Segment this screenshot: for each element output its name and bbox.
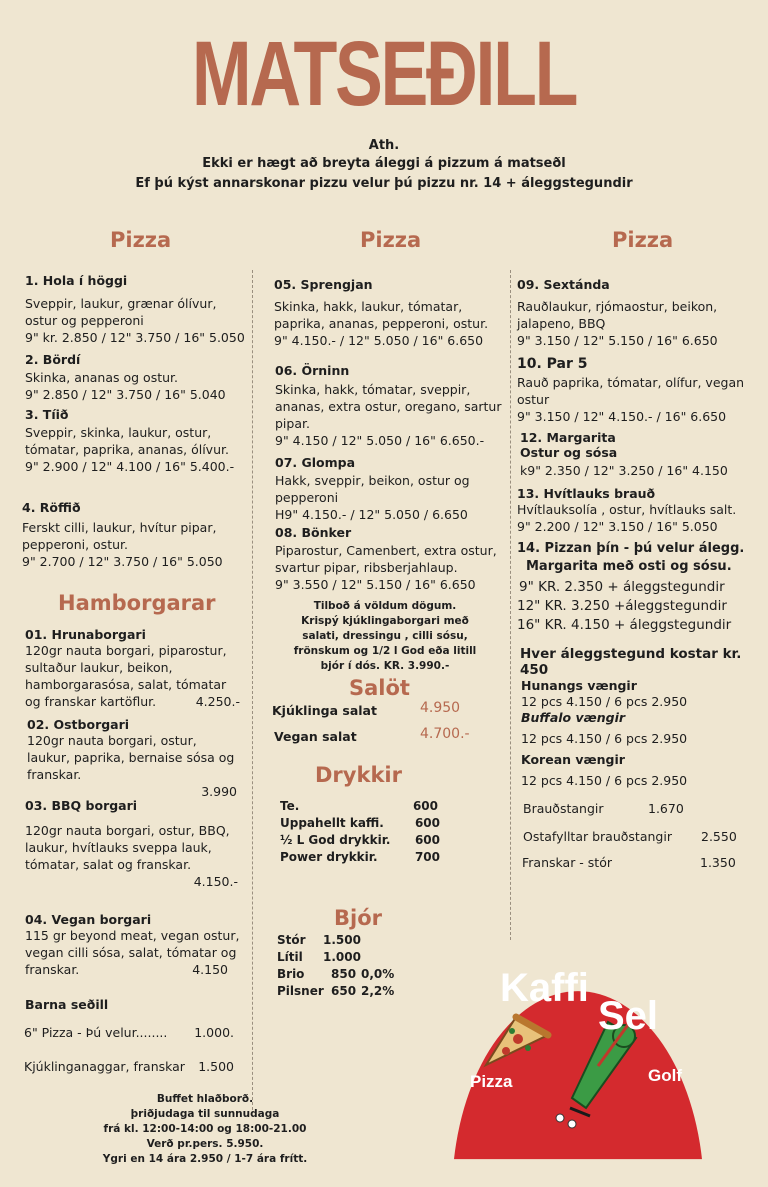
item-price: 9" 2.700 / 12" 3.750 / 16" 5.050 bbox=[22, 554, 223, 569]
item-name: 07. Glompa bbox=[275, 455, 356, 470]
daily-offer bbox=[262, 599, 508, 674]
item-name: 09. Sextánda bbox=[517, 277, 610, 292]
item-description: 120gr nauta borgari, ostur, BBQ, laukur, hvítlauks sveppa lauk, tómatar, salat og franskar. bbox=[25, 823, 230, 872]
item-name: 14. Pizzan þín - þú velur álegg. bbox=[517, 541, 745, 556]
drink-row bbox=[280, 815, 440, 832]
buffet-line: Ygri en 14 ára 2.950 / 1-7 ára frítt. bbox=[102, 1153, 308, 1165]
item-price: 9" 2.900 / 12" 4.100 / 16" 5.400.- bbox=[25, 459, 235, 474]
item-price: 9" 4.150 / 12" 5.050 / 16" 6.650.- bbox=[275, 433, 485, 448]
size-price: 16" KR. 4.150 + áleggstegundir bbox=[517, 617, 732, 633]
buffet-line: Verð pr.pers. 5.950. bbox=[146, 1138, 264, 1150]
buffet-line: frá kl. 12:00-14:00 og 18:00-21.00 bbox=[103, 1123, 307, 1135]
pizza-item bbox=[274, 277, 504, 349]
item-price: 9" 3.150 / 12" 5.150 / 16" 6.650 bbox=[517, 333, 718, 348]
offer-line: Krispý kjúklingaborgari með bbox=[301, 615, 469, 627]
side-price: 1.670 bbox=[648, 801, 684, 816]
pizza-item bbox=[25, 273, 250, 346]
kaffi-sel-logo bbox=[448, 942, 706, 1172]
beer-abv: 0,0% bbox=[361, 967, 395, 981]
item-description: 120gr nauta borgari, piparostur, sultaður laukur, beikon, hamborgarasósa, salat, tómatar og franskar kartöflur. bbox=[25, 643, 227, 709]
pizza-item bbox=[517, 356, 747, 425]
beer-price: 650 bbox=[331, 984, 357, 998]
offer-line: frönskum og 1/2 l God eða litill bbox=[293, 645, 477, 657]
offer-line: salati, dressingu , cilli sósu, bbox=[302, 630, 468, 642]
note-line-2: Ef þú kýst annarskonar pizzu velur þú pizzu nr. 14 + áleggstegundir bbox=[135, 176, 633, 191]
beer-row bbox=[277, 949, 407, 966]
item-name: 2. Bördí bbox=[25, 352, 81, 367]
drink-name: ½ L God drykkir. bbox=[280, 833, 391, 847]
kids-menu-title: Barna seðill bbox=[25, 997, 109, 1012]
sides-row bbox=[523, 828, 758, 845]
item-price: 9" 2.200 / 12" 3.150 / 16" 5.050 bbox=[517, 519, 718, 534]
beer-list bbox=[277, 932, 407, 1000]
item-name: 02. Ostborgari bbox=[27, 717, 130, 732]
menu-title: MATSEÐILL bbox=[191, 23, 577, 125]
item-description: Hakk, sveppir, beikon, ostur og pepperoni bbox=[275, 473, 470, 505]
side-name: Franskar - stór bbox=[522, 855, 612, 870]
salad-price: 4.950 bbox=[420, 700, 461, 716]
drinks-list bbox=[280, 798, 440, 866]
drink-price: 600 bbox=[414, 833, 440, 847]
item-name: 04. Vegan borgari bbox=[25, 912, 152, 927]
item-name: 12. Margarita bbox=[520, 430, 616, 445]
row-price: 1.500 bbox=[198, 1059, 234, 1074]
pizza-item bbox=[275, 525, 505, 593]
logo-text-sel: Sel bbox=[598, 994, 659, 1038]
beer-row bbox=[277, 983, 407, 1000]
side-price: 1.350 bbox=[700, 855, 736, 870]
section-title-pizza-3: Pizza bbox=[612, 228, 674, 252]
drink-price: 600 bbox=[412, 799, 438, 813]
item-description: 120gr nauta borgari, ostur, laukur, paprika, bernaise sósa og franskar. bbox=[27, 733, 235, 782]
item-name: 10. Par 5 bbox=[517, 356, 588, 372]
item-name: 1. Hola í höggi bbox=[25, 273, 128, 288]
beer-name: Brio bbox=[277, 967, 305, 981]
item-name: 13. Hvítlauks brauð bbox=[517, 486, 656, 501]
beer-row bbox=[277, 932, 407, 949]
item-name: 3. Tíið bbox=[25, 407, 69, 422]
offer-line: bjór í dós. KR. 3.990.- bbox=[320, 660, 450, 672]
section-title-salot: Salöt bbox=[349, 676, 410, 700]
column-divider-1 bbox=[252, 270, 254, 1110]
item-description: Skinka, ananas og ostur. bbox=[25, 370, 179, 385]
topping-price-note: Hver áleggstegund kostar kr. 450 bbox=[520, 646, 742, 678]
kids-menu-row bbox=[24, 1024, 234, 1041]
item-price: k9" 2.350 / 12" 3.250 / 16" 4.150 bbox=[520, 463, 728, 478]
size-price: 9" KR. 2.350 + áleggstegundir bbox=[519, 579, 725, 595]
column-divider-2 bbox=[510, 270, 512, 940]
item-description: Hvítlauksolía , ostur, hvítlauks salt. bbox=[517, 502, 737, 517]
item-name: 01. Hrunaborgari bbox=[25, 627, 146, 642]
drink-row bbox=[280, 849, 440, 866]
beer-price: 850 bbox=[331, 967, 357, 981]
pizza-item bbox=[275, 363, 505, 449]
row-label: 6" Pizza - Þú velur........ bbox=[24, 1025, 168, 1040]
item-description: 115 gr beyond meat, vegan ostur, vegan cilli sósa, salat, tómatar og franskar. bbox=[25, 928, 240, 977]
side-name: Brauðstangir bbox=[523, 801, 604, 816]
item-price: 9" 2.850 / 12" 3.750 / 16" 5.040 bbox=[25, 387, 226, 402]
buffet-line: Buffet hlaðborð. bbox=[156, 1093, 254, 1105]
logo-text-golf: Golf bbox=[648, 1066, 682, 1085]
side-name: Ostafylltar brauðstangir bbox=[523, 829, 672, 844]
wings-name: Buffalo vængir bbox=[521, 710, 626, 725]
beer-price: 1.000 bbox=[323, 950, 361, 964]
wings-name: Hunangs vængir bbox=[521, 678, 637, 693]
buffet-info bbox=[95, 1092, 315, 1167]
beer-row bbox=[277, 966, 407, 983]
wings-list bbox=[521, 678, 751, 789]
row-label: Kjúklinganaggar, franskar bbox=[24, 1059, 185, 1074]
buffet-line: þriðjudaga til sunnudaga bbox=[130, 1108, 280, 1120]
logo-text-kaffi: Kaffi bbox=[500, 966, 589, 1010]
item-price: 9" 3.150 / 12" 4.150.- / 16" 6.650 bbox=[517, 409, 727, 424]
item-price: 9" 4.150.- / 12" 5.050 / 16" 6.650 bbox=[274, 333, 484, 348]
drink-row bbox=[280, 832, 440, 849]
section-title-pizza-2: Pizza bbox=[360, 228, 422, 252]
note-line-1: Ekki er hægt að breyta áleggi á pizzum á matseðl bbox=[202, 156, 566, 171]
item-name: 4. Röffið bbox=[22, 500, 81, 515]
item-description: Rauðlaukur, rjómaostur, beikon, jalapeno, BBQ bbox=[517, 299, 718, 331]
wings-price: 12 pcs 4.150 / 6 pcs 2.950 bbox=[521, 731, 688, 746]
item-price: 3.990 bbox=[201, 784, 237, 799]
item-name: 06. Örninn bbox=[275, 363, 350, 378]
item-name: 08. Bönker bbox=[275, 525, 352, 540]
pizza-item bbox=[275, 455, 505, 523]
salad-name: Vegan salat bbox=[274, 729, 357, 744]
section-title-hamborgarar: Hamborgarar bbox=[58, 591, 216, 615]
drink-row bbox=[280, 798, 440, 815]
item-price: H9" 4.150.- / 12" 5.050 / 6.650 bbox=[275, 507, 468, 522]
item-price: 4.150 bbox=[192, 962, 228, 977]
burger-item bbox=[25, 798, 240, 890]
wings-price: 12 pcs 4.150 / 6 pcs 2.950 bbox=[521, 773, 688, 788]
pizza-item bbox=[25, 407, 250, 475]
size-price: 12" KR. 3.250 +áleggstegundir bbox=[517, 598, 727, 614]
item-price: 9" kr. 2.850 / 12" 3.750 / 16" 5.050 bbox=[25, 330, 245, 345]
drink-price: 600 bbox=[414, 816, 440, 830]
wings-price: 12 pcs 4.150 / 6 pcs 2.950 bbox=[521, 694, 688, 709]
burger-item bbox=[27, 717, 242, 800]
pizza-14-custom bbox=[517, 541, 762, 635]
item-description: Ferskt cilli, laukur, hvítur pipar, pepperoni, ostur. bbox=[22, 520, 217, 552]
pizza-item bbox=[520, 430, 755, 479]
beer-name: Pilsner bbox=[277, 984, 324, 998]
item-price: 4.150.- bbox=[193, 874, 238, 889]
item-price: 4.250.- bbox=[195, 694, 240, 709]
salad-price: 4.700.- bbox=[420, 726, 470, 742]
item-description: Skinka, hakk, tómatar, sveppir, ananas, extra ostur, oregano, sartur pipar. bbox=[275, 382, 502, 431]
item-name: 03. BBQ borgari bbox=[25, 798, 138, 813]
drink-name: Uppahellt kaffi. bbox=[280, 816, 384, 830]
drink-name: Te. bbox=[280, 799, 300, 813]
beer-name: Stór bbox=[277, 933, 306, 947]
item-description: Rauð paprika, tómatar, olífur, vegan ostur bbox=[517, 375, 745, 407]
pizza-item bbox=[517, 486, 757, 535]
drink-name: Power drykkir. bbox=[280, 850, 378, 864]
burger-item bbox=[25, 627, 240, 710]
item-description: Sveppir, skinka, laukur, ostur, tómatar, paprika, ananas, ólívur. bbox=[25, 425, 229, 457]
section-title-pizza-1: Pizza bbox=[110, 228, 172, 252]
pizza-item bbox=[517, 277, 757, 349]
pizza-item bbox=[25, 352, 250, 403]
beer-name: Lítil bbox=[277, 950, 303, 964]
salad-name: Kjúklinga salat bbox=[272, 703, 377, 718]
kids-menu-row bbox=[24, 1058, 234, 1075]
logo-text-pizza: Pizza bbox=[470, 1072, 513, 1091]
section-title-drykkir: Drykkir bbox=[315, 763, 402, 787]
salad-row bbox=[274, 726, 474, 745]
item-description: Sveppir, laukur, grænar ólívur, ostur og pepperoni bbox=[25, 296, 217, 328]
item-name: 05. Sprengjan bbox=[274, 277, 373, 292]
pizza-item bbox=[22, 500, 247, 570]
note-heading: Ath. bbox=[368, 138, 400, 153]
beer-price: 1.500 bbox=[323, 933, 361, 947]
wings-name: Korean vængir bbox=[521, 752, 625, 767]
beer-abv: 2,2% bbox=[361, 984, 395, 998]
item-description: Skinka, hakk, laukur, tómatar, paprika, ananas, pepperoni, ostur. bbox=[274, 299, 489, 331]
item-description: Ostur og sósa bbox=[520, 445, 618, 460]
item-subtitle: Margarita með osti og sósu. bbox=[526, 559, 732, 574]
item-price: 9" 3.550 / 12" 5.150 / 16" 6.650 bbox=[275, 577, 476, 592]
offer-line: Tilboð á völdum dögum. bbox=[313, 600, 457, 612]
item-description: Piparostur, Camenbert, extra ostur, svartur pipar, ribsberjahlaup. bbox=[275, 543, 497, 575]
drink-price: 700 bbox=[414, 850, 440, 864]
side-price: 2.550 bbox=[701, 829, 737, 844]
row-price: 1.000. bbox=[194, 1025, 234, 1040]
salad-row bbox=[272, 700, 472, 719]
burger-item bbox=[25, 912, 240, 978]
sides-row bbox=[523, 800, 758, 817]
sides-row bbox=[522, 854, 757, 871]
section-title-bjor: Bjór bbox=[334, 906, 382, 930]
